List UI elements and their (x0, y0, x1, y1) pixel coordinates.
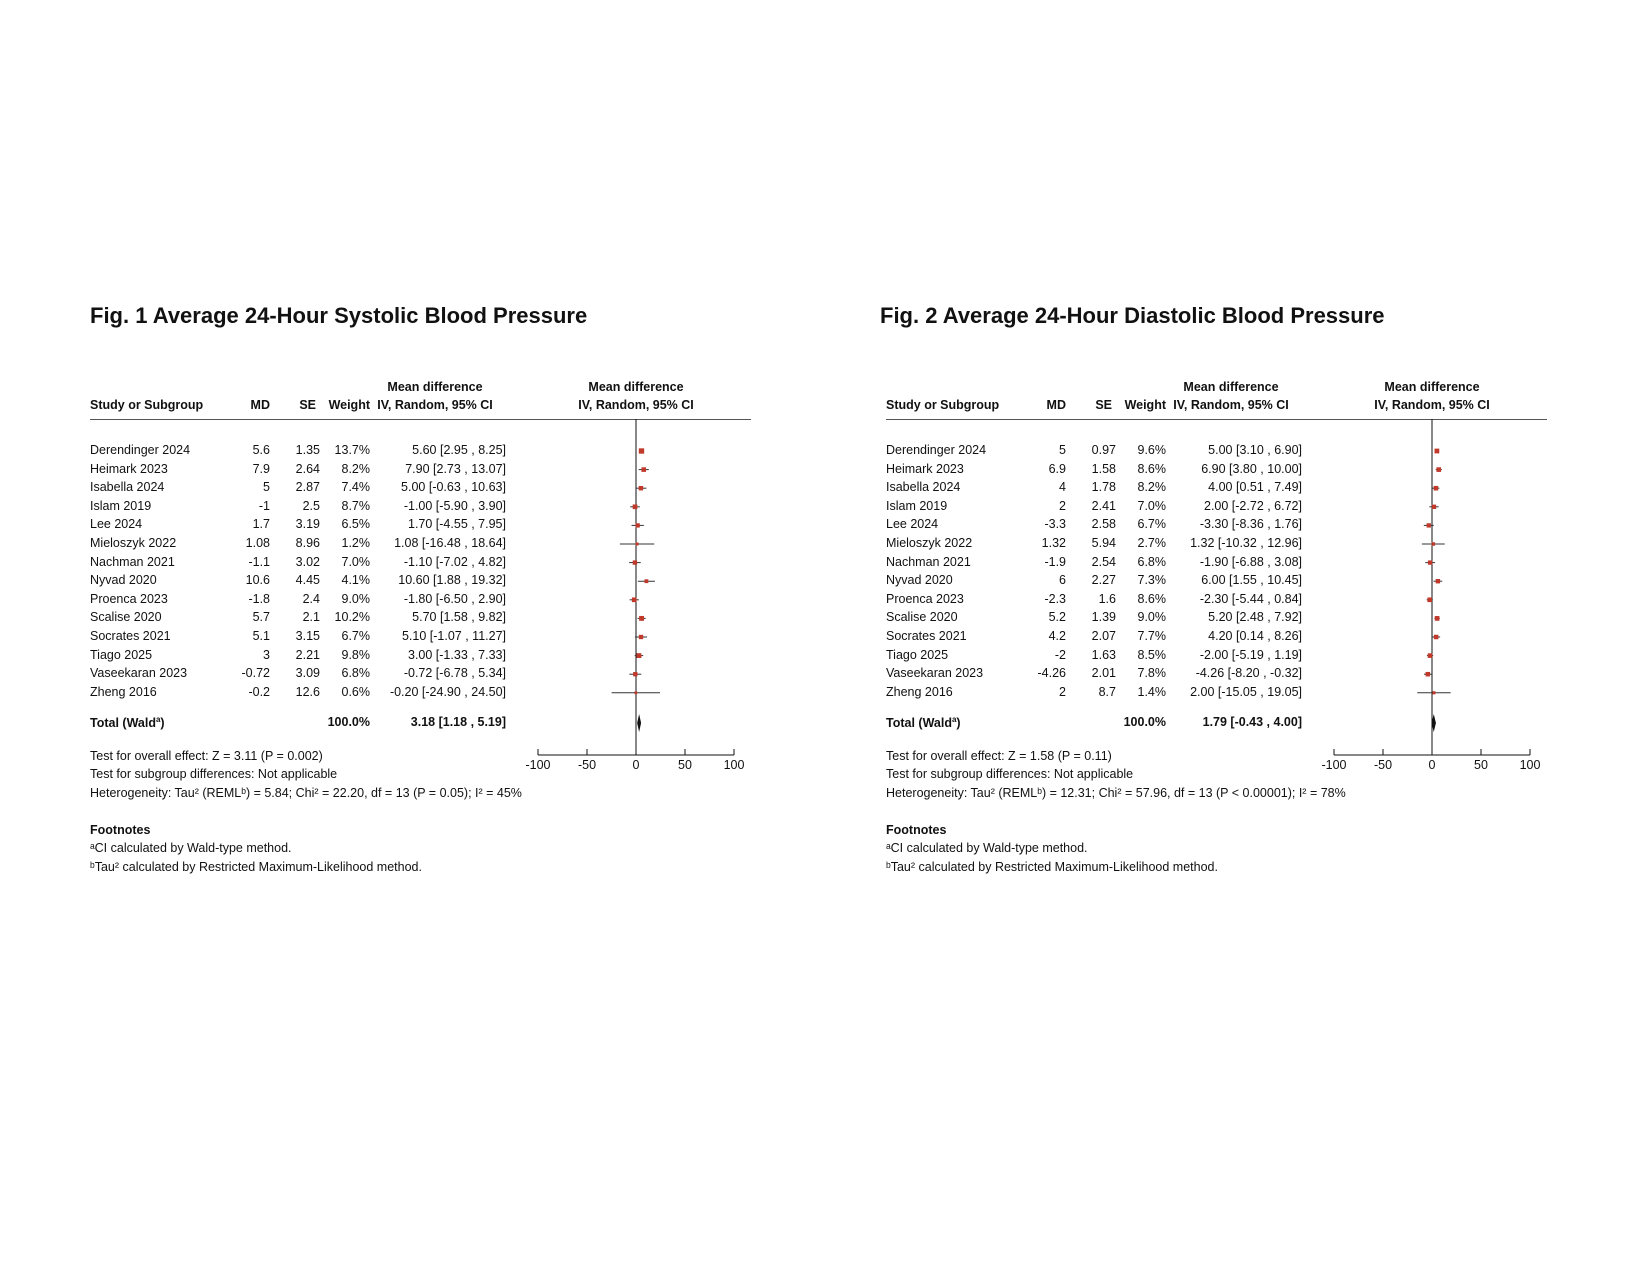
weight-value: 6.5% (341, 517, 370, 532)
ci-value: 5.10 [-1.07 , 11.27] (401, 629, 506, 643)
ci-value: 5.00 [-0.63 , 10.63] (401, 480, 506, 495)
md-value: -2 (1054, 647, 1066, 662)
study-marker (636, 543, 639, 546)
study-marker (641, 467, 646, 472)
header-se: SE (1095, 398, 1112, 412)
x-tick-label: 50 (1474, 758, 1488, 772)
md-value: -0.72 (241, 666, 270, 681)
header-ci-bottom: IV, Random, 95% CI (377, 398, 493, 412)
md-value: 6 (1059, 573, 1066, 588)
se-value: 2.58 (1091, 517, 1116, 532)
se-value: 2.41 (1091, 498, 1116, 513)
x-tick-label: 100 (1519, 758, 1541, 772)
x-tick-label: 0 (632, 758, 640, 772)
header-plot-bottom: IV, Random, 95% CI (578, 398, 694, 412)
weight-value: 4.1% (341, 573, 370, 588)
header-ci-top: Mean difference (1183, 380, 1279, 394)
study-name: Derendinger 2024 (90, 443, 191, 457)
se-value: 2.5 (302, 498, 320, 513)
ci-value: 1.70 [-4.55 , 7.95] (408, 517, 506, 532)
md-value: -4.26 (1037, 666, 1066, 681)
header-plot-bottom: IV, Random, 95% CI (1374, 398, 1490, 412)
study-name: Socrates 2021 (886, 629, 967, 643)
md-value: 5.7 (252, 610, 270, 625)
se-value: 8.7 (1098, 684, 1116, 699)
study-name: Proenca 2023 (886, 591, 964, 606)
heterogeneity-note: Heterogeneity: Tau² (REMLᵇ) = 5.84; Chi² = 22.20, df = 13 (P = 0.05); I² = 45% (90, 786, 522, 800)
se-value: 3.15 (295, 629, 320, 643)
pooled-diamond (637, 714, 641, 732)
study-marker (1436, 467, 1441, 472)
study-name: Nachman 2021 (90, 554, 175, 569)
weight-value: 9.0% (1137, 610, 1166, 625)
ci-value: 5.60 [2.95 , 8.25] (412, 443, 506, 457)
se-value: 2.87 (295, 480, 320, 495)
total-ci: 1.79 [-0.43 , 4.00] (1202, 715, 1302, 729)
ci-value: -4.26 [-8.20 , -0.32] (1195, 666, 1302, 681)
header-ci-top: Mean difference (387, 380, 483, 394)
se-value: 2.21 (295, 647, 320, 662)
se-value: 2.54 (1091, 554, 1116, 569)
study-marker (1434, 486, 1439, 491)
md-value: 2 (1059, 498, 1066, 513)
study-name: Scalise 2020 (886, 610, 958, 625)
md-value: 1.7 (252, 517, 270, 532)
study-marker (639, 448, 644, 453)
ci-value: -2.00 [-5.19 , 1.19] (1199, 647, 1302, 662)
study-name: Nyvad 2020 (90, 573, 157, 588)
footnote-a: ᵃCI calculated by Wald-type method. (90, 841, 292, 855)
md-value: -1.8 (248, 591, 270, 606)
study-name: Zheng 2016 (886, 684, 953, 699)
study-marker (1428, 653, 1433, 658)
se-value: 1.39 (1091, 610, 1116, 625)
weight-value: 6.8% (1137, 554, 1166, 569)
weight-value: 6.7% (1137, 517, 1166, 532)
study-marker (1436, 579, 1440, 583)
subgroup-note: Test for subgroup differences: Not applicable (886, 767, 1134, 781)
study-marker (633, 560, 637, 564)
x-tick-label: -100 (1321, 758, 1347, 772)
fig2-title: Fig. 2 Average 24-Hour Diastolic Blood Pressure (880, 303, 1385, 328)
md-value: -1.9 (1044, 554, 1066, 569)
se-value: 2.64 (295, 461, 320, 476)
study-marker (1427, 523, 1431, 527)
study-name: Derendinger 2024 (886, 443, 987, 457)
heterogeneity-note: Heterogeneity: Tau² (REMLᵇ) = 12.31; Chi² = 57.96, df = 13 (P < 0.00001); I² = 78% (886, 786, 1346, 800)
se-value: 2.4 (302, 591, 320, 606)
md-value: -1 (258, 498, 270, 513)
forest-plot-svg (90, 370, 770, 790)
footnote-b: ᵇTau² calculated by Restricted Maximum-Likelihood method. (886, 860, 1218, 874)
study-marker (1432, 691, 1435, 694)
x-tick-label: -100 (525, 758, 551, 772)
se-value: 1.58 (1091, 461, 1116, 476)
weight-value: 7.8% (1137, 666, 1166, 681)
md-value: 5.2 (1048, 610, 1066, 625)
total-ci: 3.18 [1.18 , 5.19] (410, 715, 506, 729)
weight-value: 7.4% (341, 480, 370, 495)
md-value: 10.6 (245, 573, 270, 588)
study-name: Scalise 2020 (90, 610, 162, 625)
se-value: 3.19 (295, 517, 320, 532)
x-tick-label: -50 (1373, 758, 1393, 772)
study-name: Nachman 2021 (886, 554, 971, 569)
ci-value: 4.20 [0.14 , 8.26] (1208, 629, 1302, 643)
subgroup-note: Test for subgroup differences: Not applicable (90, 767, 338, 781)
weight-value: 13.7% (334, 443, 370, 457)
se-value: 0.97 (1091, 443, 1116, 457)
x-tick-label: 0 (1428, 758, 1436, 772)
md-value: 5.6 (252, 443, 270, 457)
weight-value: 0.6% (341, 684, 370, 699)
study-marker (633, 672, 637, 676)
weight-value: 7.7% (1137, 629, 1166, 643)
study-name: Socrates 2021 (90, 629, 171, 643)
total-label-end: ) (160, 716, 165, 731)
ci-value: 2.00 [-15.05 , 19.05] (1190, 684, 1302, 699)
md-value: 4.2 (1048, 629, 1066, 643)
se-value: 4.45 (295, 573, 320, 588)
se-value: 1.35 (295, 443, 320, 457)
study-marker (644, 579, 648, 583)
header-se: SE (299, 398, 316, 412)
se-value: 1.78 (1091, 480, 1116, 495)
study-marker (637, 653, 642, 658)
study-marker (1427, 597, 1432, 602)
fig2-forest-plot (886, 370, 1566, 890)
md-value: 1.32 (1041, 536, 1066, 550)
md-value: 4 (1059, 480, 1066, 495)
md-value: -3.3 (1044, 517, 1066, 532)
md-value: 5.1 (252, 629, 270, 643)
ci-value: 1.32 [-10.32 , 12.96] (1190, 536, 1302, 550)
weight-value: 8.2% (341, 461, 370, 476)
ci-value: -0.20 [-24.90 , 24.50] (389, 684, 506, 699)
study-name: Islam 2019 (90, 498, 152, 513)
se-value: 1.63 (1091, 647, 1116, 662)
total-label-sup: a (155, 715, 161, 724)
ci-value: -3.30 [-8.36 , 1.76] (1199, 517, 1302, 532)
ci-value: 7.90 [2.73 , 13.07] (405, 461, 506, 476)
study-name: Mieloszyk 2022 (90, 536, 177, 550)
ci-value: -2.30 [-5.44 , 0.84] (1199, 591, 1302, 606)
total-weight: 100.0% (327, 715, 370, 729)
weight-value: 1.2% (341, 536, 370, 550)
total-label-end: ) (956, 716, 961, 731)
study-name: Nyvad 2020 (886, 573, 953, 588)
study-marker (639, 486, 643, 490)
study-marker (1432, 542, 1435, 545)
study-marker (639, 616, 644, 621)
weight-value: 9.8% (341, 647, 370, 662)
study-name: Tiago 2025 (886, 647, 949, 662)
header-study: Study or Subgroup (90, 398, 204, 412)
se-value: 2.07 (1091, 629, 1116, 643)
ci-value: 5.70 [1.58 , 9.82] (412, 610, 506, 625)
study-name: Tiago 2025 (90, 647, 153, 662)
x-tick-label: 50 (678, 758, 692, 772)
study-marker (1435, 616, 1440, 621)
se-value: 1.6 (1098, 591, 1116, 606)
ci-value: -1.00 [-5.90 , 3.90] (403, 498, 506, 513)
weight-value: 9.0% (341, 591, 370, 606)
study-name: Mieloszyk 2022 (886, 536, 973, 550)
ci-value: 10.60 [1.88 , 19.32] (398, 573, 506, 588)
x-tick-label: -50 (577, 758, 597, 772)
forest-plot-svg (886, 370, 1566, 790)
header-md: MD (250, 398, 270, 412)
footnote-a: ᵃCI calculated by Wald-type method. (886, 841, 1088, 855)
study-marker (1426, 672, 1431, 677)
study-name: Lee 2024 (90, 517, 143, 532)
weight-value: 7.3% (1137, 573, 1166, 588)
weight-value: 6.7% (341, 629, 370, 643)
weight-value: 2.7% (1137, 536, 1166, 550)
total-label-text: Total (Wald (90, 716, 156, 731)
overall-effect-note: Test for overall effect: Z = 3.11 (P = 0.002) (90, 749, 323, 763)
fig1-title: Fig. 1 Average 24-Hour Systolic Blood Pressure (90, 303, 588, 328)
se-value: 8.96 (295, 536, 320, 550)
weight-value: 7.0% (341, 554, 370, 569)
study-marker (632, 597, 637, 602)
md-value: 3 (263, 647, 270, 662)
study-name: Islam 2019 (886, 498, 948, 513)
weight-value: 8.5% (1137, 647, 1166, 662)
ci-value: 5.20 [2.48 , 7.92] (1208, 610, 1302, 625)
md-value: 5 (1059, 443, 1066, 457)
md-value: 1.08 (245, 536, 270, 550)
ci-value: -1.80 [-6.50 , 2.90] (403, 591, 506, 606)
se-value: 5.94 (1091, 536, 1116, 550)
ci-value: -0.72 [-6.78 , 5.34] (403, 666, 506, 681)
total-label-text: Total (Wald (886, 716, 952, 731)
se-value: 2.27 (1091, 573, 1116, 588)
study-name: Vaseekaran 2023 (886, 666, 984, 681)
total-weight: 100.0% (1123, 715, 1166, 729)
ci-value: 5.00 [3.10 , 6.90] (1208, 443, 1302, 457)
study-marker (1428, 560, 1432, 564)
study-marker (636, 523, 640, 527)
study-name: Isabella 2024 (886, 480, 961, 495)
study-marker (1435, 449, 1440, 454)
ci-value: -1.10 [-7.02 , 4.82] (403, 554, 506, 569)
weight-value: 1.4% (1137, 684, 1166, 699)
se-value: 3.09 (295, 666, 320, 681)
x-tick-label: 100 (723, 758, 745, 772)
footnote-b: ᵇTau² calculated by Restricted Maximum-Likelihood method. (90, 860, 422, 874)
se-value: 3.02 (295, 554, 320, 569)
ci-value: 6.90 [3.80 , 10.00] (1201, 461, 1302, 476)
ci-value: 6.00 [1.55 , 10.45] (1201, 573, 1302, 588)
header-plot-top: Mean difference (588, 380, 684, 394)
study-marker (639, 635, 643, 639)
weight-value: 8.6% (1137, 461, 1166, 476)
study-name: Heimark 2023 (90, 461, 168, 476)
header-md: MD (1046, 398, 1066, 412)
se-value: 12.6 (295, 684, 320, 699)
weight-value: 7.0% (1137, 498, 1166, 513)
weight-value: 6.8% (341, 666, 370, 681)
fig1-forest-plot (90, 370, 770, 890)
study-marker (634, 691, 637, 694)
md-value: 6.9 (1048, 461, 1066, 476)
study-name: Isabella 2024 (90, 480, 165, 495)
weight-value: 8.2% (1137, 480, 1166, 495)
md-value: -0.2 (248, 684, 270, 699)
weight-value: 8.6% (1137, 591, 1166, 606)
footnotes-title: Footnotes (886, 823, 947, 837)
total-label-sup: a (951, 715, 957, 724)
study-name: Lee 2024 (886, 517, 939, 532)
header-study: Study or Subgroup (886, 398, 1000, 412)
header-weight: Weight (1124, 398, 1166, 412)
ci-value: -1.90 [-6.88 , 3.08] (1199, 554, 1302, 569)
ci-value: 4.00 [0.51 , 7.49] (1208, 480, 1302, 495)
header-plot-top: Mean difference (1384, 380, 1480, 394)
ci-value: 2.00 [-2.72 , 6.72] (1204, 498, 1302, 513)
overall-effect-note: Test for overall effect: Z = 1.58 (P = 0.11) (886, 749, 1112, 763)
ci-value: 1.08 [-16.48 , 18.64] (394, 536, 506, 550)
footnotes-title: Footnotes (90, 823, 151, 837)
ci-value: 3.00 [-1.33 , 7.33] (408, 647, 506, 662)
md-value: 5 (263, 480, 270, 495)
weight-value: 9.6% (1137, 443, 1166, 457)
md-value: -1.1 (248, 554, 270, 569)
md-value: -2.3 (1044, 591, 1066, 606)
header-weight: Weight (328, 398, 370, 412)
header-ci-bottom: IV, Random, 95% CI (1173, 398, 1289, 412)
study-name: Heimark 2023 (886, 461, 964, 476)
weight-value: 8.7% (341, 498, 370, 513)
study-name: Proenca 2023 (90, 591, 168, 606)
study-marker (633, 504, 638, 509)
md-value: 2 (1059, 684, 1066, 699)
study-marker (1432, 505, 1436, 509)
md-value: 7.9 (252, 461, 270, 476)
weight-value: 10.2% (334, 610, 370, 625)
se-value: 2.1 (302, 610, 320, 625)
study-name: Zheng 2016 (90, 684, 157, 699)
se-value: 2.01 (1091, 666, 1116, 681)
study-name: Vaseekaran 2023 (90, 666, 188, 681)
study-marker (1434, 635, 1438, 639)
